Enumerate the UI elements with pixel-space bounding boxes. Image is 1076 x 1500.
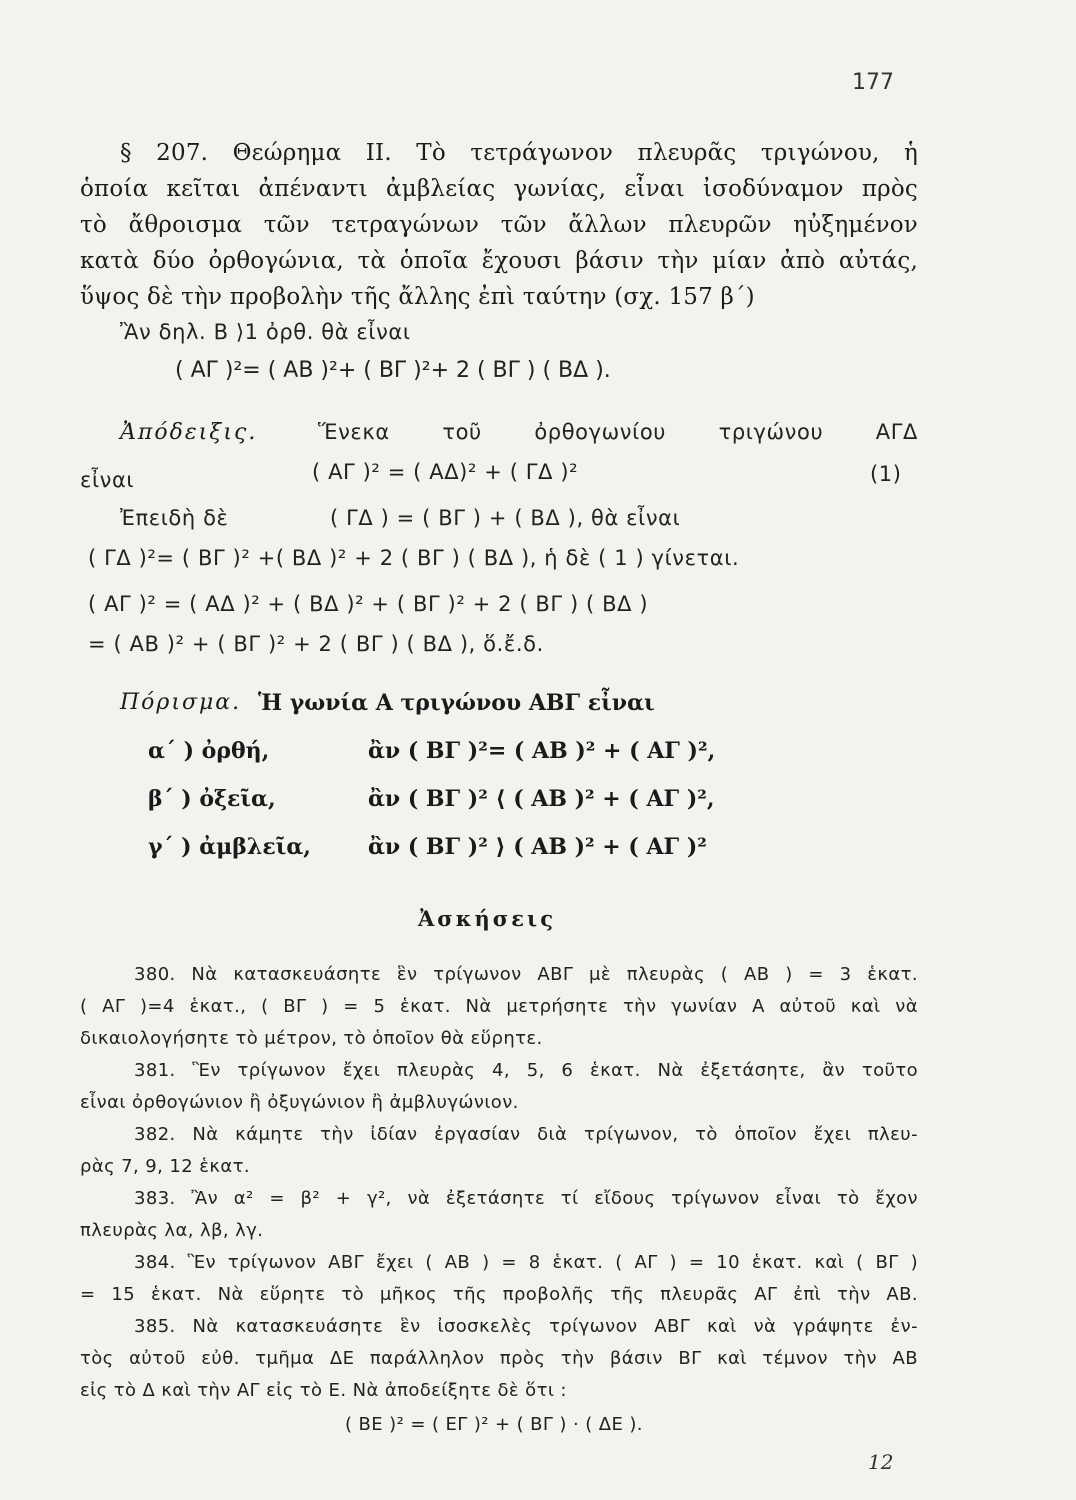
exercise-line: 385. Νὰ κατασκευάσητε ἓν ἰσοσκελὲς τρίγωνον ΑΒΓ καὶ νὰ γράψητε ἐν- xyxy=(134,1316,918,1337)
exercise-line: 381. Ἓν τρίγωνον ἔχει πλευρὰς 4, 5, 6 ἑκατ. Νὰ ἐξετάσητε, ἂν τοῦτο xyxy=(134,1060,918,1081)
page-number: 177 xyxy=(852,70,894,95)
exercises-heading: Ἀσκήσεις xyxy=(418,906,556,931)
corollary-label: Πόρισμα. xyxy=(120,690,242,715)
exercise-line: δικαιολογήσητε τὸ μέτρον, τὸ ὁποῖον θὰ εὕρητε. xyxy=(80,1028,543,1049)
exercise-line: 380. Νὰ κατασκευάσητε ἓν τρίγωνον ΑΒΓ μὲ πλευρὰς ( ΑΒ ) = 3 ἑκατ. xyxy=(134,964,918,985)
proof-line: = ( ΑΒ )² + ( ΒΓ )² + 2 ( ΒΓ ) ( ΒΔ ), ὅ.ἔ.δ. xyxy=(88,632,544,656)
theorem-formula: ( ΑΓ )²= ( ΑΒ )²+ ( ΒΓ )²+ 2 ( ΒΓ ) ( ΒΔ ). xyxy=(175,358,611,383)
corollary-case-name: β΄ ) ὀξεῖα, xyxy=(148,786,276,812)
exercise-line: 383. Ἂν α² = β² + γ², νὰ ἐξετάσητε τί εἴδους τρίγωνον εἶναι τὸ ἔχον xyxy=(134,1188,918,1209)
proof-line-prefix: εἶναι xyxy=(80,468,135,492)
proof-formula: ( ΑΓ )² = ( ΑΔ)² + ( ΓΔ )² xyxy=(312,460,579,484)
proof-line: ( ΓΔ )²= ( ΒΓ )² +( ΒΔ )² + 2 ( ΒΓ ) ( ΒΔ ), ἡ δὲ ( 1 ) γίνεται. xyxy=(88,546,740,570)
signature-mark: 12 xyxy=(868,1450,894,1474)
exercise-line: ( ΑΓ )=4 ἑκατ., ( ΒΓ ) = 5 ἑκατ. Νὰ μετρήσητε τὴν γωνίαν Α αὐτοῦ καὶ νὰ xyxy=(80,996,918,1017)
corollary-case-condition: ἂν ( ΒΓ )² ⟨ ( ΑΒ )² + ( ΑΓ )², xyxy=(368,786,715,812)
exercise-formula: ( ΒΕ )² = ( ΕΓ )² + ( ΒΓ ) · ( ΔΕ ). xyxy=(345,1414,643,1435)
exercise-line: ρὰς 7, 9, 12 ἑκατ. xyxy=(80,1156,250,1177)
proof-line: ( ΑΓ )² = ( ΑΔ )² + ( ΒΔ )² + ( ΒΓ )² + 2 ( ΒΓ ) ( ΒΔ ) xyxy=(88,592,649,616)
theorem-line: ὁποία κεῖται ἀπέναντι ἀμβλείας γωνίας, εἶναι ἰσοδύναμον πρὸς xyxy=(80,176,918,202)
corollary-case-name: γ΄ ) ἀμβλεῖα, xyxy=(148,834,311,860)
exercise-line: εἰς τὸ Δ καὶ τὴν ΑΓ εἰς τὸ Ε. Νὰ ἀποδείξητε δὲ ὅτι : xyxy=(80,1380,567,1401)
proof-label: Ἀπόδειξις. xyxy=(120,420,258,445)
exercise-line: 382. Νὰ κάμητε τὴν ἰδίαν ἐργασίαν διὰ τρίγωνον, τὸ ὁποῖον ἔχει πλευ- xyxy=(134,1124,918,1145)
proof-formula: ( ΓΔ ) = ( ΒΓ ) + ( ΒΔ ), θὰ εἶναι xyxy=(330,506,681,530)
exercise-line: = 15 ἑκατ. Νὰ εὕρητε τὸ μῆκος τῆς προβολῆς τῆς πλευρᾶς ΑΓ ἐπὶ τὴν ΑΒ. xyxy=(80,1284,918,1305)
corollary-case-condition: ἂν ( ΒΓ )² ⟩ ( ΑΒ )² + ( ΑΓ )² xyxy=(368,834,707,860)
theorem-line: ὕψος δὲ τὴν προβολὴν τῆς ἄλλης ἐπὶ ταύτην (σχ. 157 β΄) xyxy=(80,284,755,310)
proof-line-prefix: Ἐπειδὴ δὲ xyxy=(120,506,229,530)
proof-line: Ἕνεκα τοῦ ὀρθογωνίου τριγώνου ΑΓΔ xyxy=(318,420,918,444)
exercise-line: εἶναι ὀρθογώνιον ἢ ὀξυγώνιον ἢ ἀμβλυγώνιον. xyxy=(80,1092,519,1113)
equation-tag: (1) xyxy=(870,462,902,486)
exercise-line: τὸς αὐτοῦ εὐθ. τμῆμα ΔΕ παράλληλον πρὸς τὴν βάσιν ΒΓ καὶ τέμνον τὴν ΑΒ xyxy=(80,1348,918,1369)
theorem-line: § 207. Θεώρημα ΙΙ. Τὸ τετράγωνον πλευρᾶς τριγώνου, ἡ xyxy=(120,140,918,166)
theorem-line: κατὰ δύο ὀρθογώνια, τὰ ὁποῖα ἔχουσι βάσιν τὴν μίαν ἀπὸ αὐτάς, xyxy=(80,248,918,274)
theorem-condition: Ἂν δηλ. Β ⟩1 ὀρθ. θὰ εἶναι xyxy=(120,320,411,344)
exercise-line: πλευρὰς λα, λβ, λγ. xyxy=(80,1220,264,1241)
theorem-line: τὸ ἄθροισμα τῶν τετραγώνων τῶν ἄλλων πλευρῶν ηὐξημένον xyxy=(80,212,918,238)
exercise-line: 384. Ἓν τρίγωνον ΑΒΓ ἔχει ( ΑΒ ) = 8 ἑκατ. ( ΑΓ ) = 10 ἑκατ. καὶ ( ΒΓ ) xyxy=(134,1252,918,1273)
corollary-title: Ἡ γωνία Α τριγώνου ΑΒΓ εἶναι xyxy=(258,690,655,716)
corollary-case-name: α΄ ) ὀρθή, xyxy=(148,738,270,764)
corollary-case-condition: ἂν ( ΒΓ )²= ( ΑΒ )² + ( ΑΓ )², xyxy=(368,738,716,764)
